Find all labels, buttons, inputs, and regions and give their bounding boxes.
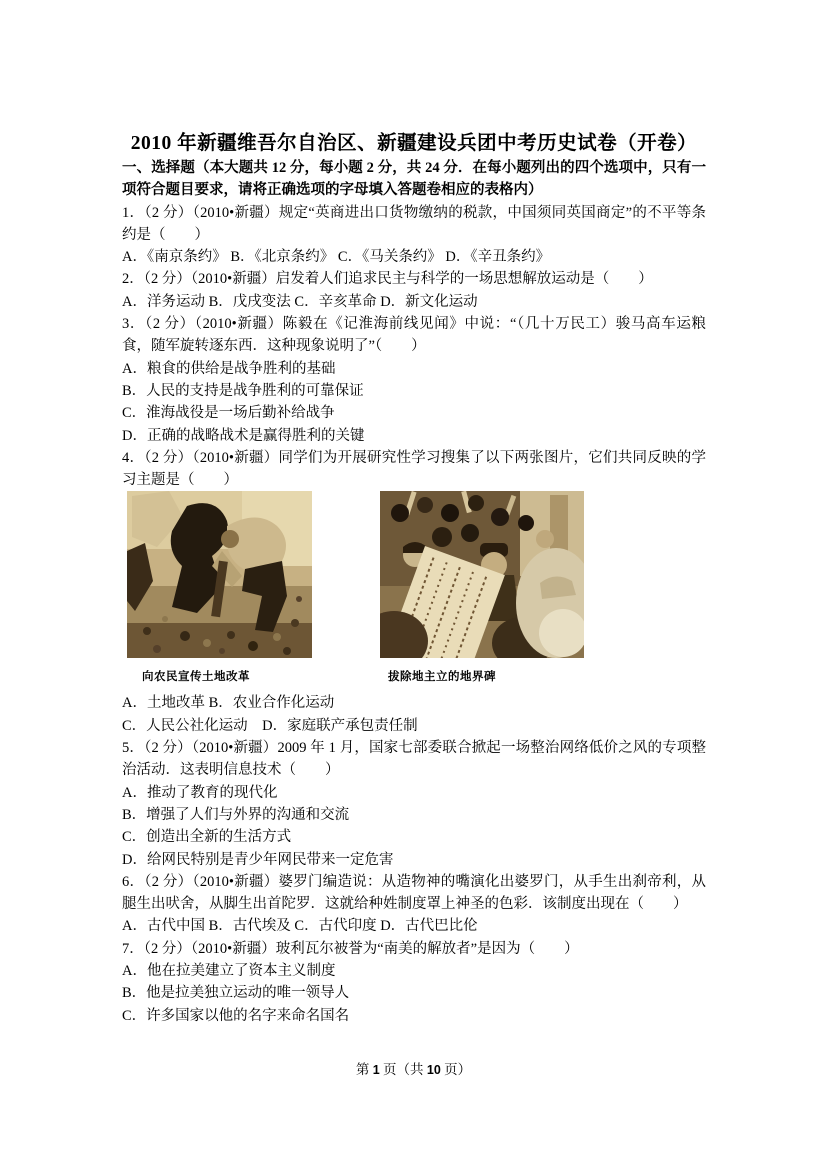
question-list (122, 202, 706, 1027)
question-5-options-line-3: C．创造出全新的生活方式 (122, 829, 292, 846)
question-5-options-line-2: B．增强了人们与外界的沟通和交流 (122, 806, 350, 823)
question-1-options-line-1: A．《南京条约》 B．《北京条约》 C．《马关条约》 D．《辛丑条约》 (122, 249, 551, 266)
section-heading: 一、选择题（本大题共 12 分，每小题 2 分，共 24 分．在每小题列出的四个选项中，只有一项符合题目要求，请将正确选项的字母填入答题卷相应的表格内） (122, 160, 706, 199)
question-1-stem: 1．（2 分）（2010•新疆）规定“英商进出口货物缴纳的税款，中国须同英国商定”的不平等条约是（ ） (122, 204, 706, 243)
question-2-options-line-1: A．洋务运动 B．戊戌变法 C．辛亥革命 D．新文化运动 (122, 293, 478, 310)
land-reform-photo-image (127, 491, 312, 658)
question-4-options-line-2: C．人民公社化运动 D．家庭联产承包责任制 (122, 717, 418, 734)
question-3-stem: 3．（2 分）（2010•新疆）陈毅在《记淮海前线见闻》中说：“（几十万民工）骏马高车运粮食，随军旋转逐东西．这种现象说明了”（ ） (122, 316, 706, 355)
question-3-options-line-2: B．人民的支持是战争胜利的可靠保证 (122, 382, 364, 399)
footer-total-pages: 10 (426, 1063, 441, 1077)
question-3-options-line-3: C．淮海战役是一场后勤补给战争 (122, 405, 335, 422)
question-7-options-line-1: A．他在拉美建立了资本主义制度 (122, 963, 336, 980)
question-7-options-line-3: C．许多国家以他的名字来命名国名 (122, 1007, 350, 1024)
footer-page-number: 1 (372, 1063, 380, 1077)
question-6-options-line-1: A．古代中国 B．古代埃及 C．古代印度 D．古代巴比伦 (122, 918, 478, 935)
exam-title: 2010 年新疆维吾尔自治区、新疆建设兵团中考历史试卷（开卷） (130, 133, 698, 154)
page-footer (0, 1062, 827, 1078)
question-5-options-line-4: D．给网民特别是青少年网民带来一定危害 (122, 851, 394, 868)
photo-promoting-land-reform-to-peasants-caption: 向农民宣传土地改革 (142, 671, 250, 684)
exam-content (122, 0, 706, 1027)
photo-removing-landlord-boundary-marker-caption: 拔除地主立的地界碑 (388, 671, 496, 684)
question-4-figures (127, 491, 706, 658)
photo-promoting-land-reform-to-peasants (127, 491, 312, 658)
photo-removing-landlord-boundary-marker (380, 491, 584, 658)
question-7-options-line-2: B．他是拉美独立运动的唯一领导人 (122, 985, 350, 1002)
question-5-stem: 5．（2 分）（2010•新疆）2009 年 1 月，国家七部委联合掀起一场整治网络低价之风的专项整治活动．这表明信息技术（ ） (122, 740, 706, 779)
question-4-options-line-1: A．土地改革 B．农业合作化运动 (122, 695, 335, 712)
question-6-stem: 6．（2 分）（2010•新疆）婆罗门编造说：从造物神的嘴演化出婆罗门，从手生出刹帝利，从腿生出吠舍，从脚生出首陀罗．这就给种姓制度罩上神圣的色彩．该制度出现在（ ） (122, 873, 706, 913)
question-3-options-line-4: D．正确的战略战术是赢得胜利的关键 (122, 427, 365, 444)
question-4-stem: 4．（2 分）（2010•新疆）同学们为开展研究性学习搜集了以下两张图片，它们共同反映的学习主题是（ ） (122, 449, 706, 489)
question-4-figure-captions (122, 668, 706, 684)
question-2-stem: 2．（2 分）（2010•新疆）启发着人们追求民主与科学的一场思想解放运动是（ ） (122, 271, 653, 288)
question-5-options-line-1: A．推动了教育的现代化 (122, 784, 278, 801)
question-7-stem: 7．（2 分）（2010•新疆）玻利瓦尔被誉为“南美的解放者”是因为（ ） (122, 940, 579, 957)
footer-text: 第 1 页（共 10 页） (355, 1062, 472, 1077)
boundary-marker-photo-image (380, 491, 584, 658)
question-3-options-line-1: A．粮食的供给是战争胜利的基础 (122, 360, 336, 377)
